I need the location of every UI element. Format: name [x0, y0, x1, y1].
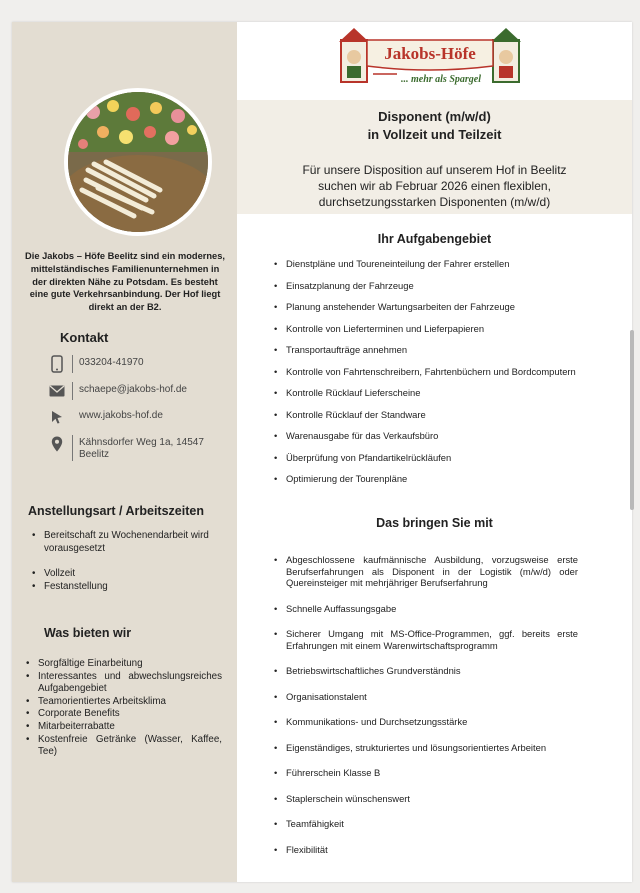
job-intro: Für unsere Disposition auf unserem Hof in Beelitz suchen wir ab Februar 2026 einen flexiblen, durchsetzungsstarken Disponenten (m/w/d): [302, 163, 567, 209]
list-item: • Dienstpläne und Toureneinteilung der Fahrer erstellen: [274, 258, 578, 270]
list-item: • Teamfähigkeit: [274, 818, 578, 830]
anstellung-list: [30, 530, 230, 593]
list-item: • Corporate Benefits: [24, 708, 222, 721]
list-item: • Schnelle Auffassungsgabe: [274, 603, 578, 615]
list-item: • Teamorientiertes Arbeitsklima: [24, 696, 222, 709]
mail-icon: [46, 382, 68, 400]
phone-icon: [46, 355, 68, 373]
phone-number[interactable]: 033204-41970: [79, 357, 144, 368]
contact-web[interactable]: [46, 408, 163, 426]
list-item: • Eigenständiges, strukturiertes und lösungsorientiertes Arbeiten: [274, 742, 578, 754]
jakobs-hoefe-logo: [337, 24, 523, 90]
list-item: • Kommunikations- und Durchsetzungsstärke: [274, 716, 578, 728]
list-item: • Kontrolle Rücklauf der Standware: [274, 409, 578, 421]
job-posting-page: [12, 22, 632, 882]
list-item: • Interessantes und abwechslungsreiches Aufgabengebiet: [24, 671, 222, 696]
company-description: Die Jakobs – Höfe Beelitz sind ein modernes, mittelständisches Familienunternehmen in der direkten Nähe zu Potsdam. Es besteht eine gute Verkehrsanbindung. Der Hof liegt direkt an der B2.: [25, 251, 225, 313]
list-item: • Staplerschein wünschenswert: [274, 793, 578, 805]
list-item: • Überprüfung von Pfandartikelrückläufen: [274, 452, 578, 464]
list-item: • Sorgfältige Einarbeitung: [24, 658, 222, 671]
list-item: • Sicherer Umgang mit MS-Office-Programmen, ggf. bereits erste Erfahrungen mit einem Warenwirtschaftsprogramm: [274, 628, 578, 651]
asparagus-basket-photo: [64, 88, 212, 236]
list-item: • Vollzeit: [30, 568, 230, 581]
contact-email[interactable]: [46, 382, 187, 400]
list-item: • Betriebswirtschaftliches Grundverständnis: [274, 665, 578, 677]
list-item: • Optimierung der Tourenpläne: [274, 473, 578, 485]
list-item: • Bereitschaft zu Wochenendarbeit wird vorausgesetzt: [30, 530, 230, 555]
list-item: • Kontrolle von Lieferterminen und Lieferpapieren: [274, 323, 578, 335]
list-item: • Warenausgabe für das Verkaufsbüro: [274, 430, 578, 442]
logo-name: Jakobs-Höfe: [384, 44, 476, 63]
aufgaben-list: [274, 258, 578, 485]
bieten-heading: Was bieten wir: [44, 626, 132, 640]
bieten-list: [24, 658, 222, 759]
contact-phone[interactable]: [46, 355, 144, 373]
list-item: • Flexibilität: [274, 844, 578, 856]
list-item: • Transportaufträge annehmen: [274, 344, 578, 356]
anstellung-heading: Anstellungsart / Arbeitszeiten: [28, 504, 204, 518]
list-item: • Kontrolle Rücklauf Lieferscheine: [274, 387, 578, 399]
cursor-icon: [46, 408, 68, 426]
profil-list: [274, 554, 578, 855]
aufgaben-heading: Ihr Aufgabengebiet: [377, 232, 492, 246]
logo-tagline: ... mehr als Spargel: [400, 74, 482, 85]
address: Kähnsdorfer Weg 1a, 14547 Beelitz: [79, 437, 204, 460]
job-title: Disponent (m/w/d) in Vollzeit und Teilzeit: [367, 109, 502, 142]
list-item: • Kostenfreie Getränke (Wasser, Kaffee, Tee): [24, 734, 222, 759]
list-item: • Planung anstehender Wartungsarbeiten der Fahrzeuge: [274, 301, 578, 313]
list-item: • Führerschein Klasse B: [274, 767, 578, 779]
scrollbar[interactable]: [630, 330, 634, 510]
list-item: • Einsatzplanung der Fahrzeuge: [274, 280, 578, 292]
location-pin-icon: [46, 435, 68, 453]
list-item: • Festanstellung: [30, 581, 230, 594]
email-address[interactable]: schaepe@jakobs-hof.de: [79, 384, 187, 395]
list-item: • Mitarbeiterrabatte: [24, 721, 222, 734]
profil-heading: Das bringen Sie mit: [376, 516, 493, 530]
list-item: • Organisationstalent: [274, 691, 578, 703]
list-item: • Kontrolle von Fahrtenschreibern, Fahrtenbüchern und Bordcomputern: [274, 366, 578, 378]
website-link[interactable]: www.jakobs-hof.de: [79, 410, 163, 421]
contact-address: [46, 435, 204, 461]
kontakt-heading: Kontakt: [60, 330, 109, 345]
list-item: • Abgeschlossene kaufmännische Ausbildung, vorzugsweise erste Berufserfahrungen als Disponent in der Logistik (m/w/d) oder Quereinsteiger mit mehrjähriger Berufserfahrung: [274, 554, 578, 589]
